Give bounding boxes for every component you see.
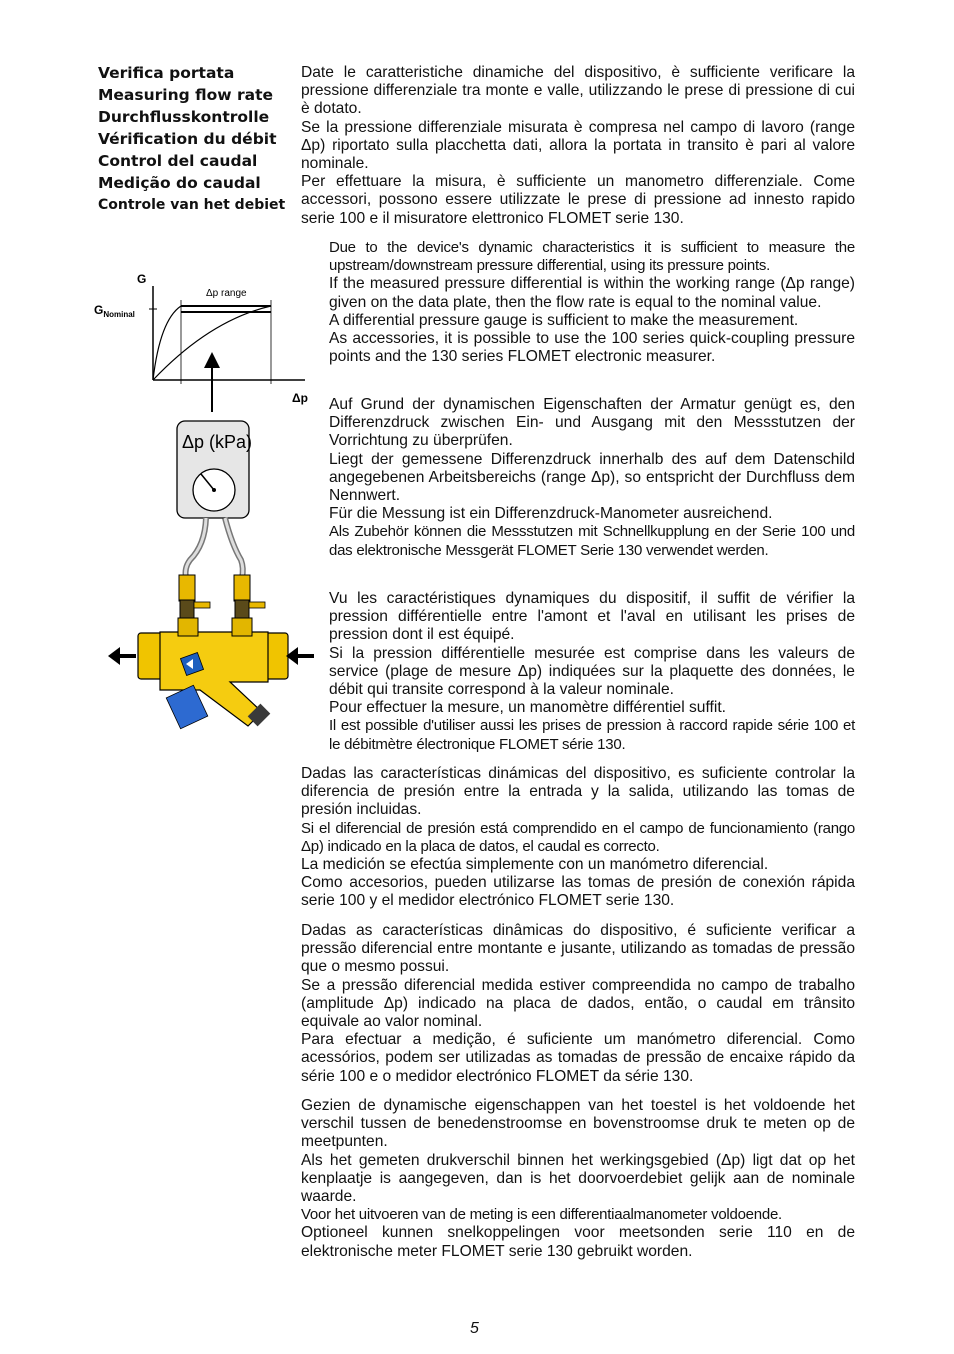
text-nl-1: Gezien de dynamische eigenschappen van het toestel is het voldoende het verschil tussen de benedenstroomse en bovenstroomse druk te meten op de meetpunten. (301, 1097, 855, 1151)
heading-fr: Vérification du débit (98, 130, 277, 148)
text-pt-3: Para efectuar a medição, é suficiente um manómetro diferencial. Como acessórios, podem ser utilizadas as tomadas de pressão de encaixe rápido da série 100 e o medidor electrónico FLOMET da série 130. (301, 1031, 855, 1085)
text-es-2: Si el diferencial de presión está comprendido en el campo de funcionamiento (rango Δp) indicado en la placa de datos, el caudal es correcto. (301, 819, 855, 855)
text-de-4: Als Zubehör können die Messstutzen mit Schnellkupplung en der Serie 100 und das elektronische Messgerät FLOMET Serie 130 verwendet werden. (329, 523, 855, 559)
coupling-right (234, 575, 250, 601)
text-nl-3: Voor het uitvoeren van de meting is een differentiaalmanometer voldoende. (301, 1206, 782, 1224)
g-label: G (137, 272, 147, 286)
text-fr-4: Il est possible d'utiliser aussi les prises de pression à raccord rapide série 100 et le débitmètre électronique FLOMET série 130. (329, 717, 855, 753)
pressure-gauge (177, 421, 252, 518)
heading-it: Verifica portata (98, 64, 235, 82)
text-pt-1: Dadas as características dinâmicas do dispositivo, é suficiente verificar a pressão diferencial entre montante e jusante, utilizando as tomadas de pressão que o mesmo possui. (301, 922, 855, 976)
paragraph-it (301, 64, 855, 228)
flow-graph (94, 272, 308, 412)
heading-de: Durchflusskontrolle (98, 108, 270, 126)
curve-steep (153, 306, 181, 380)
text-it-1: Date le caratteristiche dinamiche del dispositivo, è sufficiente verificare la pressione differenziale tra monte e valle, utilizzando le prese di pressione di cui è dotato. (301, 64, 855, 118)
coupling-left (179, 575, 195, 601)
g-nominal-label: $G_{Nominal}$ (94, 303, 135, 319)
heading-pt: Medição do caudal (98, 174, 261, 192)
text-de-3: Für die Messung ist ein Differenzdruck-Manometer ausreichend. (329, 505, 773, 523)
heading-nl: Controle van het debiet (98, 197, 286, 213)
paragraph-fr (329, 590, 855, 754)
text-es-4: Como accesorios, pueden utilizarse las tomas de presión de conexión rápida serie 100 y el medidor electrónico FLOMET serie 130. (301, 874, 855, 910)
text-en-1: Due to the device's dynamic characteristics it is sufficient to measure the upstream/downstream pressure differential, using its pressure points. (329, 239, 855, 275)
paragraph-es (301, 765, 855, 911)
text-it-2: Se la pressione differenziale misurata è compresa nel campo di lavoro (range Δp) riportato sulla placchetta dati, allora la portata in transito è pari al valore nominale. (301, 118, 855, 173)
text-en-3: A differential pressure gauge is sufficient to make the measurement. (329, 311, 799, 329)
dp-label: Δp (292, 391, 308, 405)
hose-left (186, 518, 207, 578)
text-it-3: Per effettuare la misura, è sufficiente un manometro differenziale. Come accessori, possono essere utilizzate le prese di pressione ad innesto rapido serie 100 e il misuratore elettronico FLOMET serie 130. (301, 173, 855, 227)
page-number: 5 (470, 1320, 479, 1337)
gauge-pivot (212, 488, 216, 492)
text-fr-3: Pour effectuer la mesure, un manomètre différentiel suffit. (329, 699, 726, 717)
text-de-1: Auf Grund der dynamischen Eigenschaften der Armatur genügt es, den Differenzdruck zwischen Ein- und Ausgang mit den Messstutzen der Vorrichtung zu überprüfen. (329, 396, 855, 450)
flow-arrow-left-icon (108, 647, 120, 665)
text-pt-2: Se a pressão diferencial medida estiver compreendida no campo de trabalho (amplitude Δp) indicado na placa de dados, então, o caudal em trânsito equivale ao valor nominal. (301, 976, 855, 1031)
text-es-3: La medición se efectúa simplemente con un manómetro diferencial. (301, 856, 769, 874)
paragraph-pt (301, 922, 855, 1086)
heading-es: Control del caudal (98, 152, 258, 170)
hoses (186, 518, 243, 578)
range-label: Δp range (206, 288, 247, 299)
text-en-4: As accessories, it is possible to use the 100 series quick-coupling pressure points and the 130 series FLOMET electronic measurer. (329, 330, 855, 366)
text-nl-2: Als het gemeten drukverschil binnen het werkingsgebied (Δp) ligt dat op het kenplaatje is aangegeven, dan is het doorvoerdebiet gelijk aan de nominale waarde. (301, 1151, 855, 1206)
text-fr-1: Vu les caractéristiques dynamiques du dispositif, il suffit de vérifier la pression différentielle entre l'amont et l'aval en utilisant les prises de pression dont il est équipé. (329, 590, 855, 644)
paragraph-nl (301, 1097, 855, 1261)
heading-en: Measuring flow rate (98, 86, 274, 104)
text-es-1: Dadas las características dinámicas del dispositivo, es suficiente controlar la diferencia de presión entre la entrada y la salida, utilizando las tomas de presión incluidas. (301, 765, 855, 819)
flow-diagram (90, 262, 325, 732)
text-en-2: If the measured pressure differential is within the working range (Δp range) given on the data plate, then the flow rate is equal to the nominal value. (329, 275, 855, 311)
paragraph-de (329, 396, 855, 560)
text-de-2: Liegt der gemessene Differenzdruck innerhalb des auf dem Datenschild angegebenen Arbeitsbereichs (range Δp), so entspricht der Durchfluss dem Nennwert. (329, 450, 855, 505)
text-nl-4: Optioneel kunnen snelkoppelingen voor meetsonden serie 110 en de elektronische meter FLOMET serie 130 gebruikt worden. (301, 1224, 855, 1260)
balancing-valve (138, 575, 288, 729)
gauge-label: Δp (kPa) (182, 432, 253, 452)
paragraph-en (329, 239, 855, 366)
section-headings (98, 62, 298, 216)
text-fr-2: Si la pression différentielle mesurée est comprise dans les valeurs de service (plage de mesure Δp) indiquées sur la plaquette des données, le débit qui transite correspond à la valeur nominale. (329, 644, 855, 699)
